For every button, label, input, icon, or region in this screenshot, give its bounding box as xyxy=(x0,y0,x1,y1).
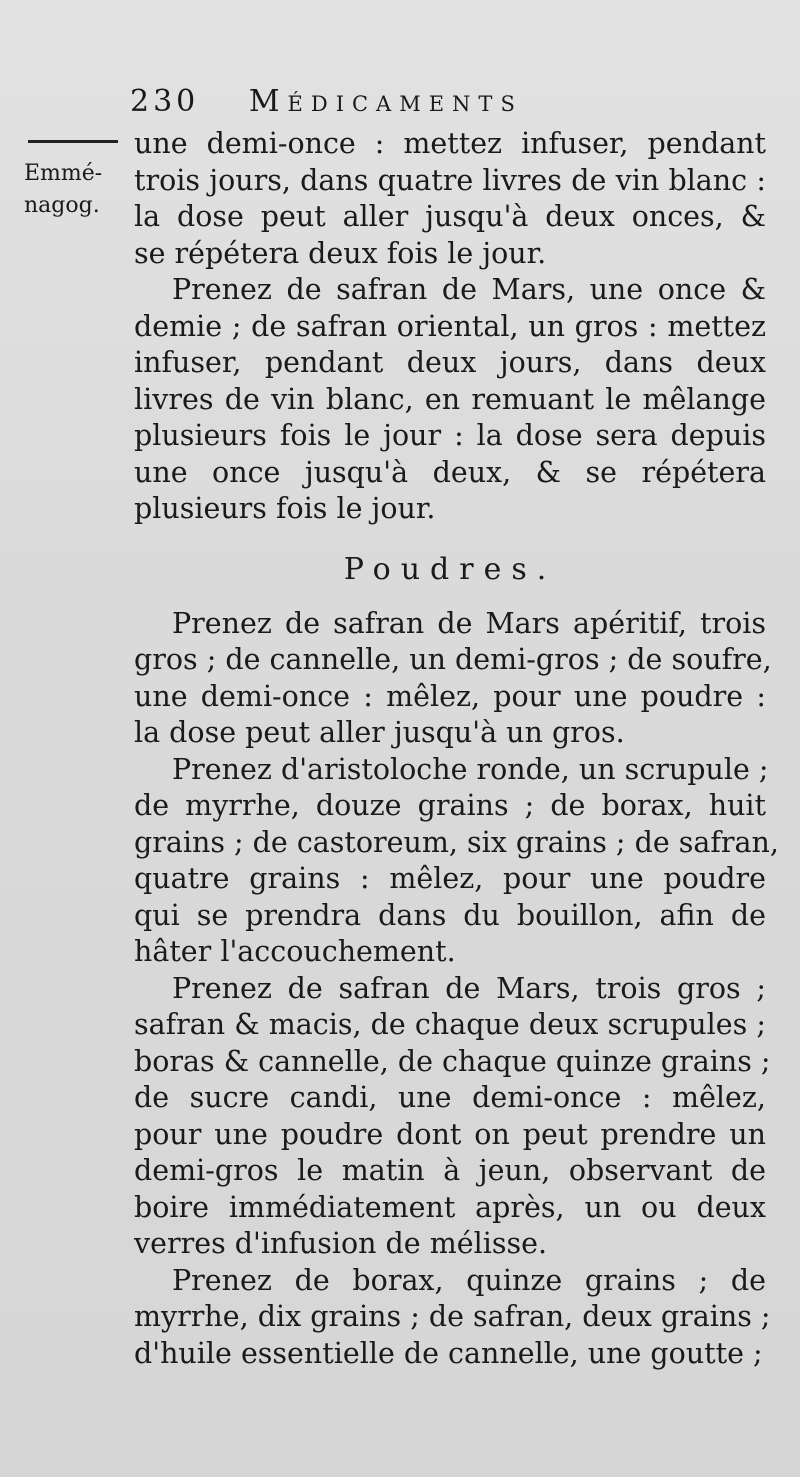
text-line: quatre grains : mêlez, pour une poudre xyxy=(134,862,766,895)
text-line: plusieurs fois le jour : la dose sera depuis xyxy=(134,419,766,452)
paragraph xyxy=(134,1263,771,1373)
text-line: Prenez de safran de Mars apéritif, trois xyxy=(172,606,766,640)
paragraph xyxy=(134,752,779,971)
text-line: de myrrhe, douze grains ; de borax, huit xyxy=(134,789,766,822)
text-line: de sucre candi, une demi-once : mêlez, xyxy=(134,1081,766,1114)
text-line: plusieurs fois le jour. xyxy=(134,492,436,525)
margin-note xyxy=(24,158,124,222)
text-line: Prenez d'aristoloche ronde, un scrupule ; xyxy=(172,752,769,786)
paragraph xyxy=(134,971,771,1263)
text-line: se répétera deux fois le jour. xyxy=(134,236,547,270)
page-number: 230 xyxy=(130,84,200,119)
page-body xyxy=(134,126,779,1372)
text-line: Prenez de borax, quinze grains ; de xyxy=(172,1263,766,1297)
text-line: d'huile essentielle de cannelle, une goutte ; xyxy=(134,1336,763,1370)
recipe-block xyxy=(134,126,766,528)
text-line: grains ; de castoreum, six grains ; de safran, xyxy=(134,825,779,859)
text-line: gros ; de cannelle, un demi-gros ; de soufre, xyxy=(134,643,772,676)
text-line: safran & macis, de chaque deux scrupules ; xyxy=(134,1008,766,1041)
text-line: boire immédiatement après, un ou deux xyxy=(134,1190,766,1224)
text-line: verres d'infusion de mélisse. xyxy=(134,1227,547,1260)
powders-block xyxy=(134,606,779,1373)
paragraph xyxy=(134,126,766,272)
text-line: une demi-once : mettez infuser, pendant xyxy=(134,127,766,160)
text-line: Prenez de safran de Mars, une once & xyxy=(172,273,766,306)
text-line: la dose peut aller jusqu'à deux onces, & xyxy=(134,200,766,233)
text-line: demi-gros le matin à jeun, observant de xyxy=(134,1154,766,1187)
text-line: demie ; de safran oriental, un gros : mettez xyxy=(134,309,766,343)
margin-note-line: Emmé- xyxy=(24,161,103,186)
text-line: trois jours, dans quatre livres de vin blanc : xyxy=(134,163,766,197)
text-line: pour une poudre dont on peut prendre un xyxy=(134,1117,766,1151)
text-line: livres de vin blanc, en remuant le mêlange xyxy=(134,382,766,416)
text-line: infuser, pendant deux jours, dans deux xyxy=(134,346,766,379)
text-line: hâter l'accouchement. xyxy=(134,935,456,968)
text-line: myrrhe, dix grains ; de safran, deux grains ; xyxy=(134,1300,771,1333)
running-title: Médicaments xyxy=(248,84,523,119)
text-line: qui se prendra dans du bouillon, afin de xyxy=(134,898,766,932)
paragraph xyxy=(134,272,766,528)
margin-note-line: nagog. xyxy=(24,193,100,218)
section-heading: Poudres. xyxy=(343,551,557,587)
text-line: Prenez de safran de Mars, trois gros ; xyxy=(172,971,766,1005)
paragraph xyxy=(134,606,772,752)
margin-rule xyxy=(28,140,118,143)
running-header xyxy=(130,84,523,119)
text-line: boras & cannelle, de chaque quinze grains ; xyxy=(134,1044,771,1078)
text-line: une once jusqu'à deux, & se répétera xyxy=(134,455,766,489)
text-line: une demi-once : mêlez, pour une poudre : xyxy=(134,679,766,713)
text-line: la dose peut aller jusqu'à un gros. xyxy=(134,716,625,749)
